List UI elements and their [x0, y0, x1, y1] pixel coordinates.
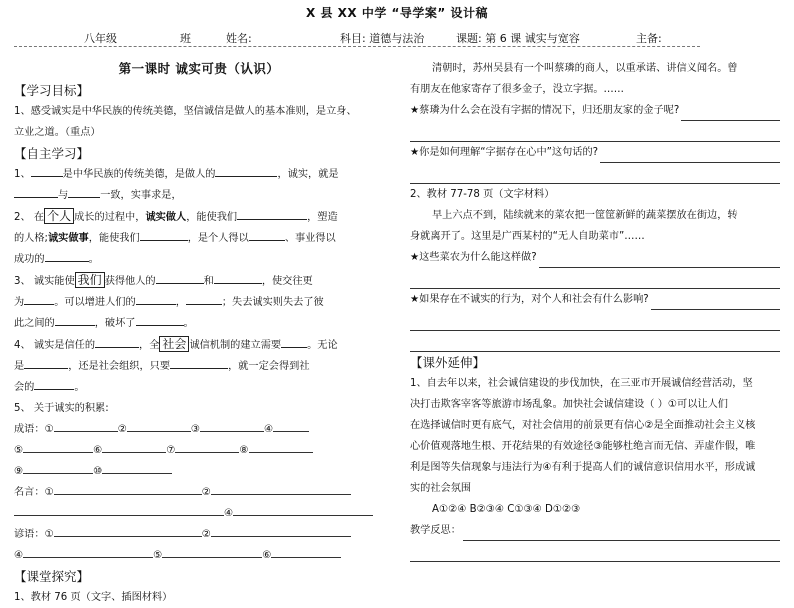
- blank[interactable]: [68, 185, 100, 198]
- blank[interactable]: [24, 356, 68, 369]
- blank[interactable]: [200, 419, 264, 432]
- blank[interactable]: [175, 440, 239, 453]
- question-3-line-3: 此之间的 ，破坏了 。: [14, 313, 384, 334]
- section-extension: 【课外延伸】: [410, 355, 486, 370]
- blank[interactable]: [54, 524, 202, 537]
- blank[interactable]: [233, 503, 373, 516]
- answer-line[interactable]: [681, 108, 780, 121]
- motto-row-2: ④: [14, 503, 384, 524]
- motto-row-1: 名言：① ②: [14, 482, 384, 503]
- lesson-title: 第一课时 诚实可贵（认识）: [118, 61, 280, 76]
- blank[interactable]: [34, 377, 74, 390]
- story-2-line-2: 身就离开了。这里是广西某村的“无人自助菜市”……: [410, 231, 645, 242]
- blank[interactable]: [54, 482, 202, 495]
- blank[interactable]: [211, 482, 351, 495]
- grade-label: 八年级: [84, 32, 117, 45]
- reflection-line[interactable]: [463, 528, 780, 541]
- teaching-reflection: 教学反思：: [410, 520, 780, 541]
- question-ask-1: ★蔡璘为什么会在没有字据的情况下，归还朋友家的金子呢?: [410, 100, 780, 121]
- question-2-line-1: 2、 在 个人 成长的过程中，诚实做人，能使我们 ，塑造: [14, 209, 338, 223]
- blank[interactable]: [273, 419, 309, 432]
- blank[interactable]: [215, 164, 277, 177]
- story-2-line-1: 早上六点不到，陆续就来的菜农把一筐筐新鲜的蔬菜摆放在街边，转: [432, 210, 738, 221]
- blank[interactable]: [45, 249, 89, 262]
- class-label: 班: [180, 32, 191, 45]
- answer-line[interactable]: [410, 268, 780, 289]
- blank[interactable]: [281, 335, 307, 348]
- blank[interactable]: [23, 440, 93, 453]
- topic-label: 课题: 第 6 课 诚实与宽容: [456, 32, 580, 45]
- question-4-line-1: 4、 诚实是信任的 ，全 社会 诚信机制的建立需要 。无论: [14, 337, 338, 351]
- blank[interactable]: [136, 292, 176, 305]
- question-1-line-2: 与 一致，实事求是，: [14, 185, 384, 206]
- blank[interactable]: [127, 419, 191, 432]
- extension-line-4: 心价值观落地生根、开花结果的有效途径③能够杜绝言而无信、弄虚作假，唯: [410, 441, 756, 452]
- blank[interactable]: [31, 164, 63, 177]
- left-column: [14, 58, 384, 608]
- question-1-line-1: 1、 是中华民族的传统美德，是做人的 ，诚实，就是: [14, 164, 384, 185]
- blank[interactable]: [249, 440, 313, 453]
- answer-line[interactable]: [410, 331, 780, 352]
- idiom-row-2: ⑤ ⑥ ⑦ ⑧: [14, 440, 384, 461]
- idiom-row-1: 成语：① ② ③ ④: [14, 419, 384, 440]
- answer-line[interactable]: [600, 150, 780, 163]
- material-2: 2、教材 77-78 页（文字材料）: [410, 189, 555, 200]
- question-4-line-3: 会的 。: [14, 377, 384, 398]
- subject-label: 科目: 道德与法治: [340, 32, 425, 45]
- blank[interactable]: [211, 524, 351, 537]
- story-1-line-2: 有朋友在他家寄存了很多金子，没立字据。……: [410, 84, 624, 95]
- blank[interactable]: [237, 207, 307, 220]
- right-column: [410, 58, 780, 562]
- question-ask-4: ★如果存在不诚实的行为，对个人和社会有什么影响?: [410, 289, 780, 310]
- document-title: X 县 XX 中学 “导学案” 设计稿: [306, 6, 488, 20]
- extension-line-5: 利是图等失信现象与违法行为④有利于提高人们的诚信意识信用水平，形成诚: [410, 462, 756, 473]
- answer-line[interactable]: [410, 310, 780, 331]
- answer-line[interactable]: [651, 297, 780, 310]
- section-classroom: 【课堂探究】: [14, 569, 90, 584]
- idiom-row-3: ⑨ ⑩: [14, 461, 384, 482]
- proverb-row-2: ④ ⑤ ⑥: [14, 545, 384, 566]
- question-ask-2: ★你是如何理解“字据存在心中”这句话的?: [410, 142, 780, 163]
- question-5: 5、 关于诚实的积累:: [14, 403, 109, 414]
- answer-options: A①②④ B②③④ C①③④ D①②③: [432, 504, 581, 515]
- section-goals: 【学习目标】: [14, 83, 90, 98]
- blank[interactable]: [23, 545, 153, 558]
- blank[interactable]: [156, 271, 204, 284]
- question-4-line-2: 是 ，还是社会组织，只要 ，就一定会得到社: [14, 356, 384, 377]
- blank[interactable]: [162, 545, 262, 558]
- extension-line-2: 决打击欺客宰客等旅游市场乱象。加快社会诚信建设（ ）①可以让人们: [410, 399, 728, 410]
- header-divider: [14, 46, 700, 47]
- boxed-word: 我们: [75, 272, 105, 288]
- goal-line-2: 立业之道。（重点）: [14, 127, 101, 138]
- reflection-line[interactable]: [410, 541, 780, 562]
- blank[interactable]: [54, 419, 118, 432]
- preparer-label: 主备:: [636, 32, 662, 45]
- section-self-study: 【自主学习】: [14, 146, 90, 161]
- material-1: 1、教材 76 页（文字、插图材料）: [14, 592, 173, 603]
- question-3-line-2: 为 。可以增进人们的 ， ；失去诚实则失去了彼: [14, 292, 384, 313]
- blank[interactable]: [14, 503, 224, 516]
- blank[interactable]: [249, 228, 285, 241]
- goal-line-1: 1、感受诚实是中华民族的传统美德，坚信诚信是做人的基本准则，是立身、: [14, 106, 357, 117]
- blank[interactable]: [55, 313, 95, 326]
- extension-line-6: 实的社会氛围: [410, 483, 472, 494]
- blank[interactable]: [102, 461, 172, 474]
- blank[interactable]: [14, 185, 58, 198]
- question-2-line-3: 成功的 。: [14, 249, 384, 270]
- blank[interactable]: [214, 271, 262, 284]
- blank[interactable]: [186, 292, 222, 305]
- boxed-word: 社会: [159, 336, 189, 352]
- answer-line[interactable]: [410, 163, 780, 184]
- proverb-row-1: 谚语：① ②: [14, 524, 384, 545]
- blank[interactable]: [95, 335, 139, 348]
- boxed-word: 个人: [44, 208, 74, 224]
- question-3-line-1: 3、 诚实能使 我们 获得他人的 和 ，使交往更: [14, 273, 313, 287]
- blank[interactable]: [140, 228, 188, 241]
- blank[interactable]: [24, 292, 54, 305]
- answer-line[interactable]: [539, 255, 780, 268]
- blank[interactable]: [23, 461, 93, 474]
- extension-line-1: 1、自去年以来，社会诚信建设的步伐加快，在三亚市开展诚信经营活动，坚: [410, 378, 753, 389]
- name-label: 姓名:: [226, 32, 252, 45]
- story-1-line-1: 清朝时，苏州吴县有一个叫蔡璘的商人，以重承诺、讲信义闻名。曾: [432, 63, 738, 74]
- question-ask-3: ★这些菜农为什么能这样做?: [410, 247, 780, 268]
- blank[interactable]: [102, 440, 166, 453]
- blank[interactable]: [271, 545, 341, 558]
- answer-line[interactable]: [410, 121, 780, 142]
- blank[interactable]: [136, 313, 184, 326]
- question-2-line-2: 的人格;诚实做事，能使我们 ，是个人得以 、事业得以: [14, 228, 384, 249]
- extension-line-3: 在选择诚信时更有底气，对社会信用的前景更有信心②是全面推动社会主义核: [410, 420, 756, 431]
- blank[interactable]: [170, 356, 228, 369]
